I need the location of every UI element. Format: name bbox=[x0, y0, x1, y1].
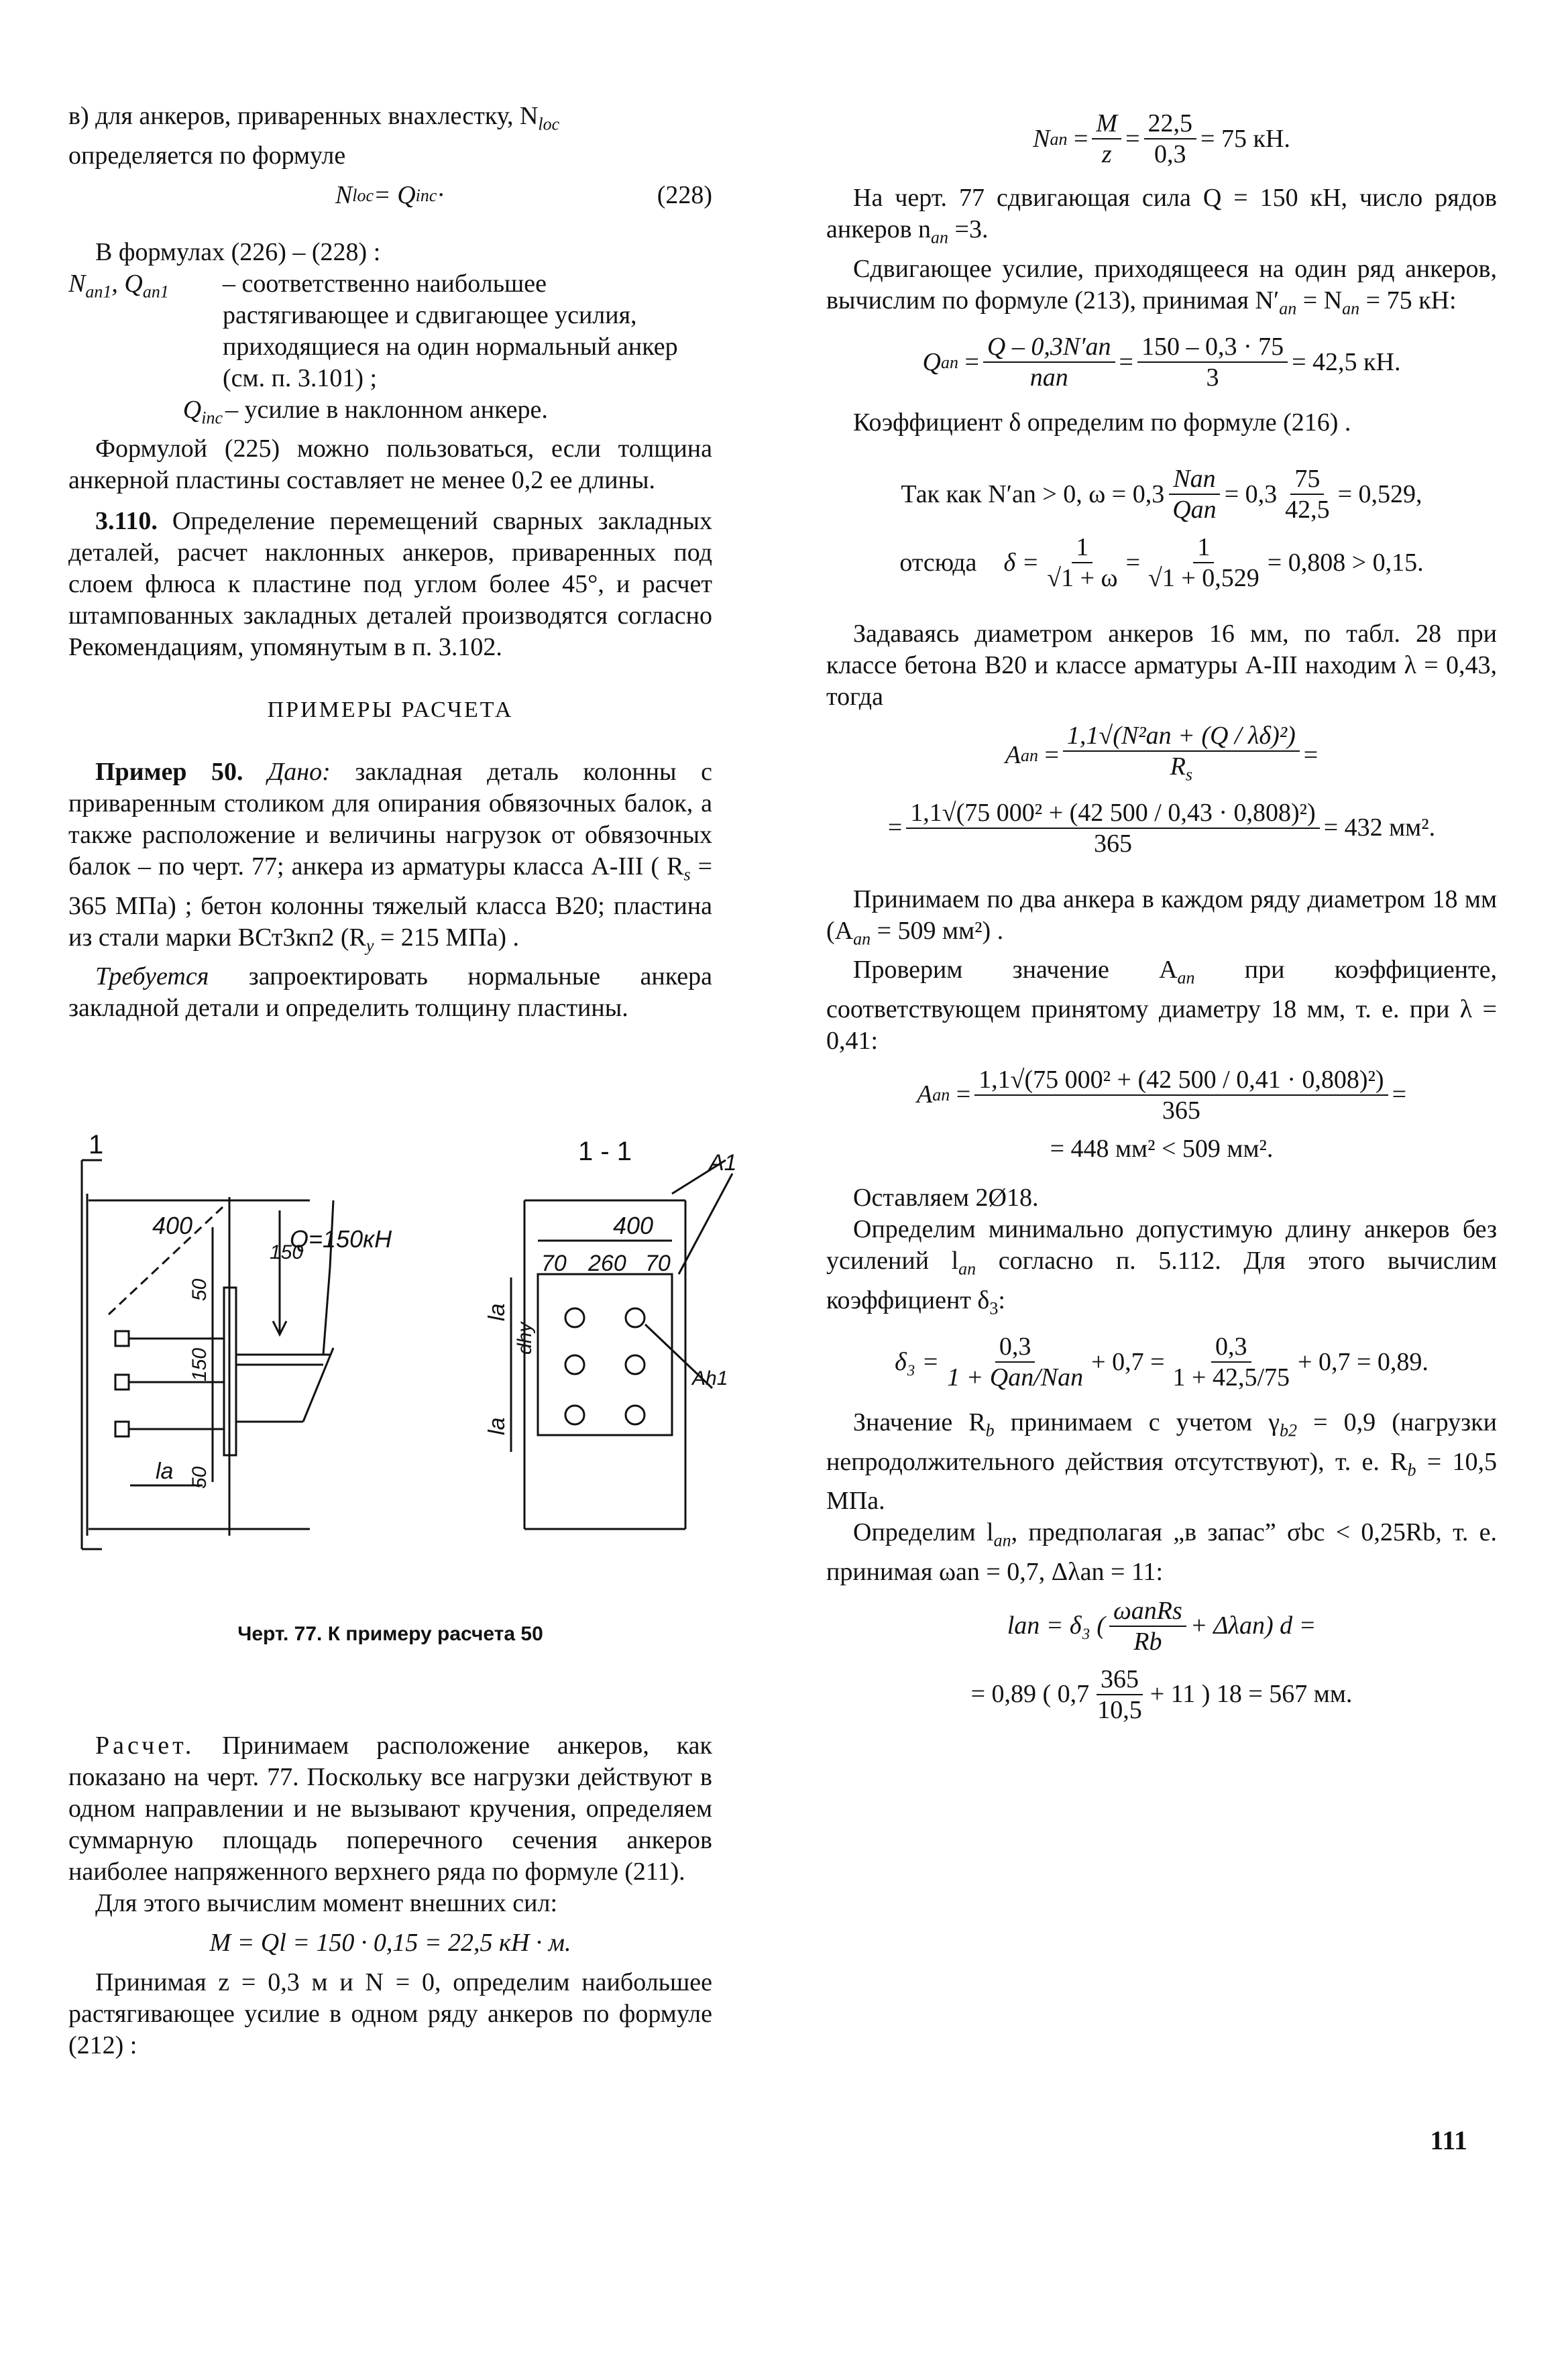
paragraph: Оставляем 2Ø18. bbox=[853, 1183, 1039, 1212]
paragraph: На черт. 77 сдвигающая сила Q = 150 кН, число рядов анкеров $n_{an} =3$. bbox=[826, 184, 1497, 247]
left-column bbox=[68, 101, 712, 1024]
definition: $Q_{inc}$ – усилие в наклонном анкере. bbox=[182, 395, 548, 428]
paragraph: Для этого вычислим момент внешних сил: bbox=[95, 1889, 558, 1917]
label-Ah1: Ah1 bbox=[692, 1367, 728, 1390]
dim-label: 70 bbox=[541, 1251, 567, 1276]
paragraph: Сдвигающее усилие, приходящееся на один ряд анкеров, вычислим по формуле (213), принимая $N'_{an} = N_{an} = 75$ кН: bbox=[826, 254, 1497, 319]
paragraph: Определим $l_{an}$, предполагая „в запас” σbc < 0,25Rb, т. е. принимая ωan = 0,7, Δλan = 11: bbox=[826, 1518, 1497, 1586]
page-number: 111 bbox=[1430, 2125, 1467, 2155]
paragraph: Требуется запроектировать нормальные анкера закладной детали и определить толщину пластины. bbox=[68, 962, 712, 1023]
dim-label: 150 bbox=[188, 1347, 211, 1381]
paragraph: в) для анкеров, приваренных внахлестку, $N_{loc}$ bbox=[68, 102, 560, 134]
label-A1: A1 bbox=[709, 1150, 737, 1176]
dim-label: dhy bbox=[514, 1322, 536, 1355]
section-mark: 1 bbox=[89, 1133, 104, 1159]
load-label: Q=150кН bbox=[290, 1225, 392, 1253]
paragraph: Формулой (225) можно пользоваться, если толщина анкерной пластины составляет не менее 0,2 ее длины. bbox=[68, 435, 712, 495]
formula-lan-result: = 0,89 ( 0,7 $\frac{365}{10,5}$ + 11 ) 18 = 567 мм. bbox=[970, 1664, 1353, 1724]
formula-delta: отсюда δ = $\frac{1}{√1 + \omega}$ = $\frac{1}{√1 + 0,529}$ = 0,808 > 0,15. bbox=[899, 533, 1424, 593]
paragraph: Задаваясь диаметром анкеров 16 мм, по табл. 28 при классе бетона В20 и классе арматуры А-III находим λ = 0,43, тогда bbox=[826, 620, 1497, 712]
dim-label: la bbox=[484, 1417, 510, 1435]
dim-label: 260 bbox=[588, 1251, 626, 1276]
paragraph: определяется по формуле bbox=[68, 141, 346, 170]
dim-label: 150 bbox=[270, 1241, 304, 1263]
paragraph: Значение $R_b$ принимаем с учетом $\gamma_{b2} = 0,9$ (нагрузки непродолжительного действия отсутствуют), т. е. $R_b = 10,5$ МПа. bbox=[826, 1408, 1497, 1516]
section-heading: ПРИМЕРЫ РАСЧЕТА bbox=[267, 697, 514, 723]
formula-result: = 448 мм² < 509 мм². bbox=[1050, 1134, 1274, 1163]
definition: $N_{an1}$, $Q_{an1}$ – соответственно наибольшее растягивающее и сдвигающее усилия, приходящиеся на один нормальный анкер (см. п. 3.101) ; bbox=[68, 269, 678, 392]
formula-qan: Q an = $\frac{Q - 0,3N'an}{\text{nan}}$ = $\frac{150 - 0,3 \cdot 75}{3}$ = 42,5 кН. bbox=[922, 333, 1401, 392]
section-title: 1 - 1 bbox=[578, 1137, 632, 1166]
formula-aan-448: A an = $\frac{\text{1,1√(75 000² + (42 500 / 0,41 · 0,808)²)}}{365}$ = bbox=[917, 1065, 1406, 1125]
figure-caption: Черт. 77. К примеру расчета 50 bbox=[237, 1623, 543, 1645]
formula-delta3: δ₃ = $\frac{0,3}{\text{1 + Qan/Nan}}$ + 0,7 = $\frac{0,3}{1 + 42,5/75}$ + 0,7 = 0,89. bbox=[895, 1333, 1429, 1392]
figure-77 bbox=[68, 1133, 739, 1596]
formula-moment: M = Ql = 150 · 0,15 = 22,5 кН · м. bbox=[209, 1929, 571, 1957]
formula-omega: Так как N′an > 0, ω = 0,3 $\frac{\text{Nan}}{\text{Qan}}$ = 0,3 $\frac{75}{42,5}$ = 0,529, bbox=[901, 465, 1422, 524]
paragraph: Принимаем по два анкера в каждом ряду диаметром 18 мм ($A_{an} = 509$ мм²) . bbox=[826, 885, 1497, 949]
formula-aan-general: A an = $\frac{\text{1,1√(N²an + (Q / λδ)²)}}{R_s}$ = bbox=[1005, 722, 1319, 785]
drawing bbox=[68, 1133, 739, 1596]
dim-label: 50 bbox=[188, 1466, 211, 1489]
paragraph: Пример 50. Дано: закладная деталь колонны с приваренным столиком для опирания обвязочных балок, а также расположение и величины нагрузок от обвязочных балок – по черт. 77; анкера из арматуры класса А-III ( $R_s = 365$ МПа) ; бетон колонны тяжелый класса В20; пластина из стали марки ВСт3кп2 ($R_y = 215$ МПа) . bbox=[68, 758, 712, 956]
formula-nan: N an = $\frac{M}{z}$ = $\frac{22,5}{0,3}$ = 75 кН. bbox=[1033, 109, 1290, 168]
left-column-bottom bbox=[68, 1730, 712, 2061]
paragraph: 3.110. Определение перемещений сварных закладных деталей, расчет наклонных анкеров, приваренных под слоем флюса к пластине под углом более 45°, и расчет штампованных закладных деталей производятся согласно Рекомендациям, упомянутым в п. 3.102. bbox=[68, 507, 712, 662]
equation-number: (228) bbox=[657, 180, 712, 209]
dim-label: 400 bbox=[152, 1212, 193, 1239]
dim-label: 70 bbox=[645, 1251, 671, 1276]
formula-228: N loc = Q inc · (228) bbox=[68, 180, 712, 211]
paragraph: Коэффициент δ определим по формуле (216) . bbox=[853, 408, 1351, 437]
right-column bbox=[826, 101, 1497, 1733]
paragraph: В формулах (226) – (228) : bbox=[95, 237, 381, 266]
dim-label: la bbox=[156, 1459, 174, 1484]
paragraph: Принимая z = 0,3 м и N = 0, определим наибольшее растягивающее усилие в одном ряду анкеров по формуле (212) : bbox=[68, 1968, 712, 2059]
formula-lan: lan = δ₃ ( $\frac{\text{ωanRs}}{Rb}$ + Δλan) d = bbox=[1007, 1596, 1317, 1656]
dim-label: 50 bbox=[188, 1278, 211, 1301]
dim-label: la bbox=[484, 1303, 510, 1321]
formula-aan-432: = $\frac{\text{1,1√(75 000² + (42 500 / 0,43 · 0,808)²)}}{365}$ = 432 мм². bbox=[887, 798, 1436, 858]
paragraph: Определим минимально допустимую длину анкеров без усилений $l_{an}$ согласно п. 5.112. Для этого вычислим коэффициент $\delta_3$: bbox=[826, 1214, 1497, 1318]
dim-label: 400 bbox=[613, 1212, 654, 1239]
paragraph: Проверим значение $A_{an}$ при коэффициенте, соответствующем принятому диаметру 18 мм, т. е. при λ = 0,41: bbox=[826, 956, 1497, 1055]
paragraph: Расчет. Принимаем расположение анкеров, как показано на черт. 77. Поскольку все нагрузки действуют в одном направлении и не вызывают кручения, определяем суммарную площадь поперечного сечения анкеров наиболее напряженного верхнего ряда по формуле (211). bbox=[68, 1732, 712, 1886]
